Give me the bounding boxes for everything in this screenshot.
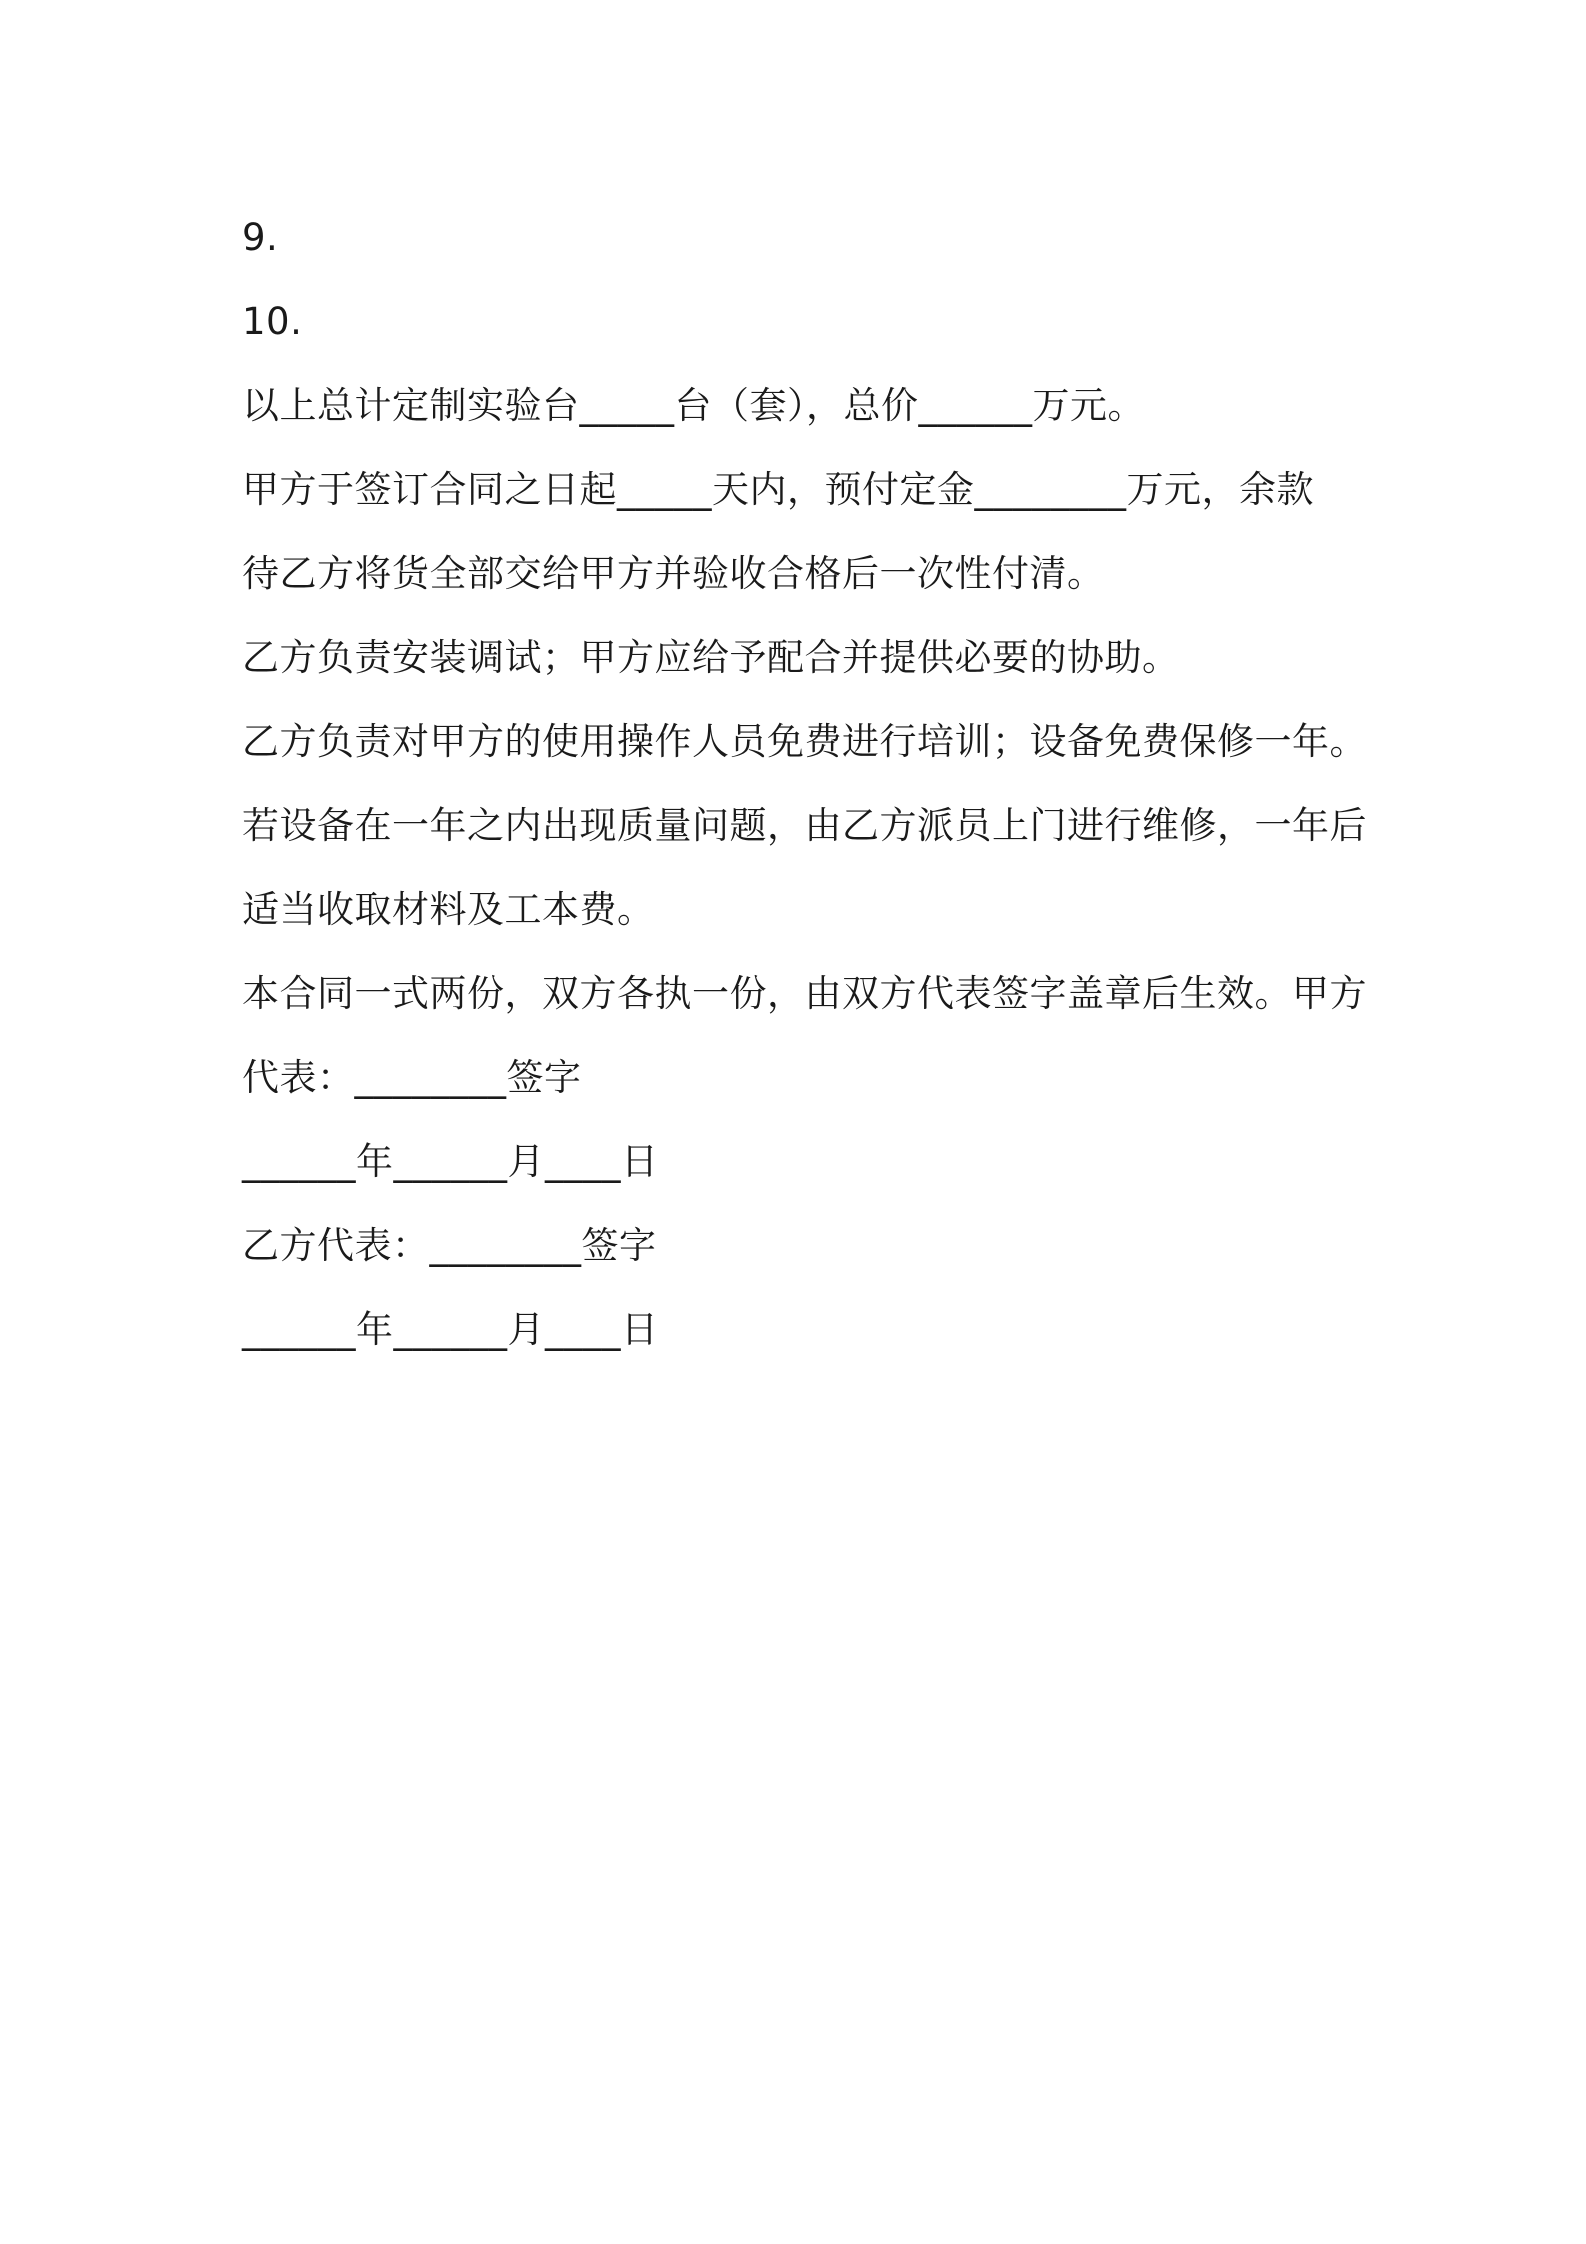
effectiveness-clause: 本合同一式两份，双方各执一份，由双方代表签字盖章后生效。甲方: [242, 972, 1367, 1015]
party-b-signature: 乙方代表：________签字: [242, 1224, 657, 1267]
party-b-date: ______年______月____日: [242, 1308, 659, 1351]
party-a-signature: 代表：________签字: [242, 1056, 582, 1099]
item-number-9: 9.: [242, 216, 279, 259]
document-body: [242, 196, 1367, 1372]
repair-clause-line-2: 适当收取材料及工本费。: [242, 888, 655, 931]
item-number-10: 10.: [242, 300, 303, 343]
total-quantity-price: 以上总计定制实验台_____台（套），总价______万元。: [242, 384, 1145, 427]
payment-terms-line-1: 甲方于签订合同之日起_____天内，预付定金________万元，余款: [242, 468, 1314, 511]
party-a-date: ______年______月____日: [242, 1140, 659, 1183]
training-warranty-clause: 乙方负责对甲方的使用操作人员免费进行培训；设备免费保修一年。: [242, 720, 1367, 763]
installation-clause: 乙方负责安装调试；甲方应给予配合并提供必要的协助。: [242, 636, 1180, 679]
payment-terms-line-2: 待乙方将货全部交给甲方并验收合格后一次性付清。: [242, 552, 1105, 595]
repair-clause-line-1: 若设备在一年之内出现质量问题，由乙方派员上门进行维修，一年后: [242, 804, 1367, 847]
